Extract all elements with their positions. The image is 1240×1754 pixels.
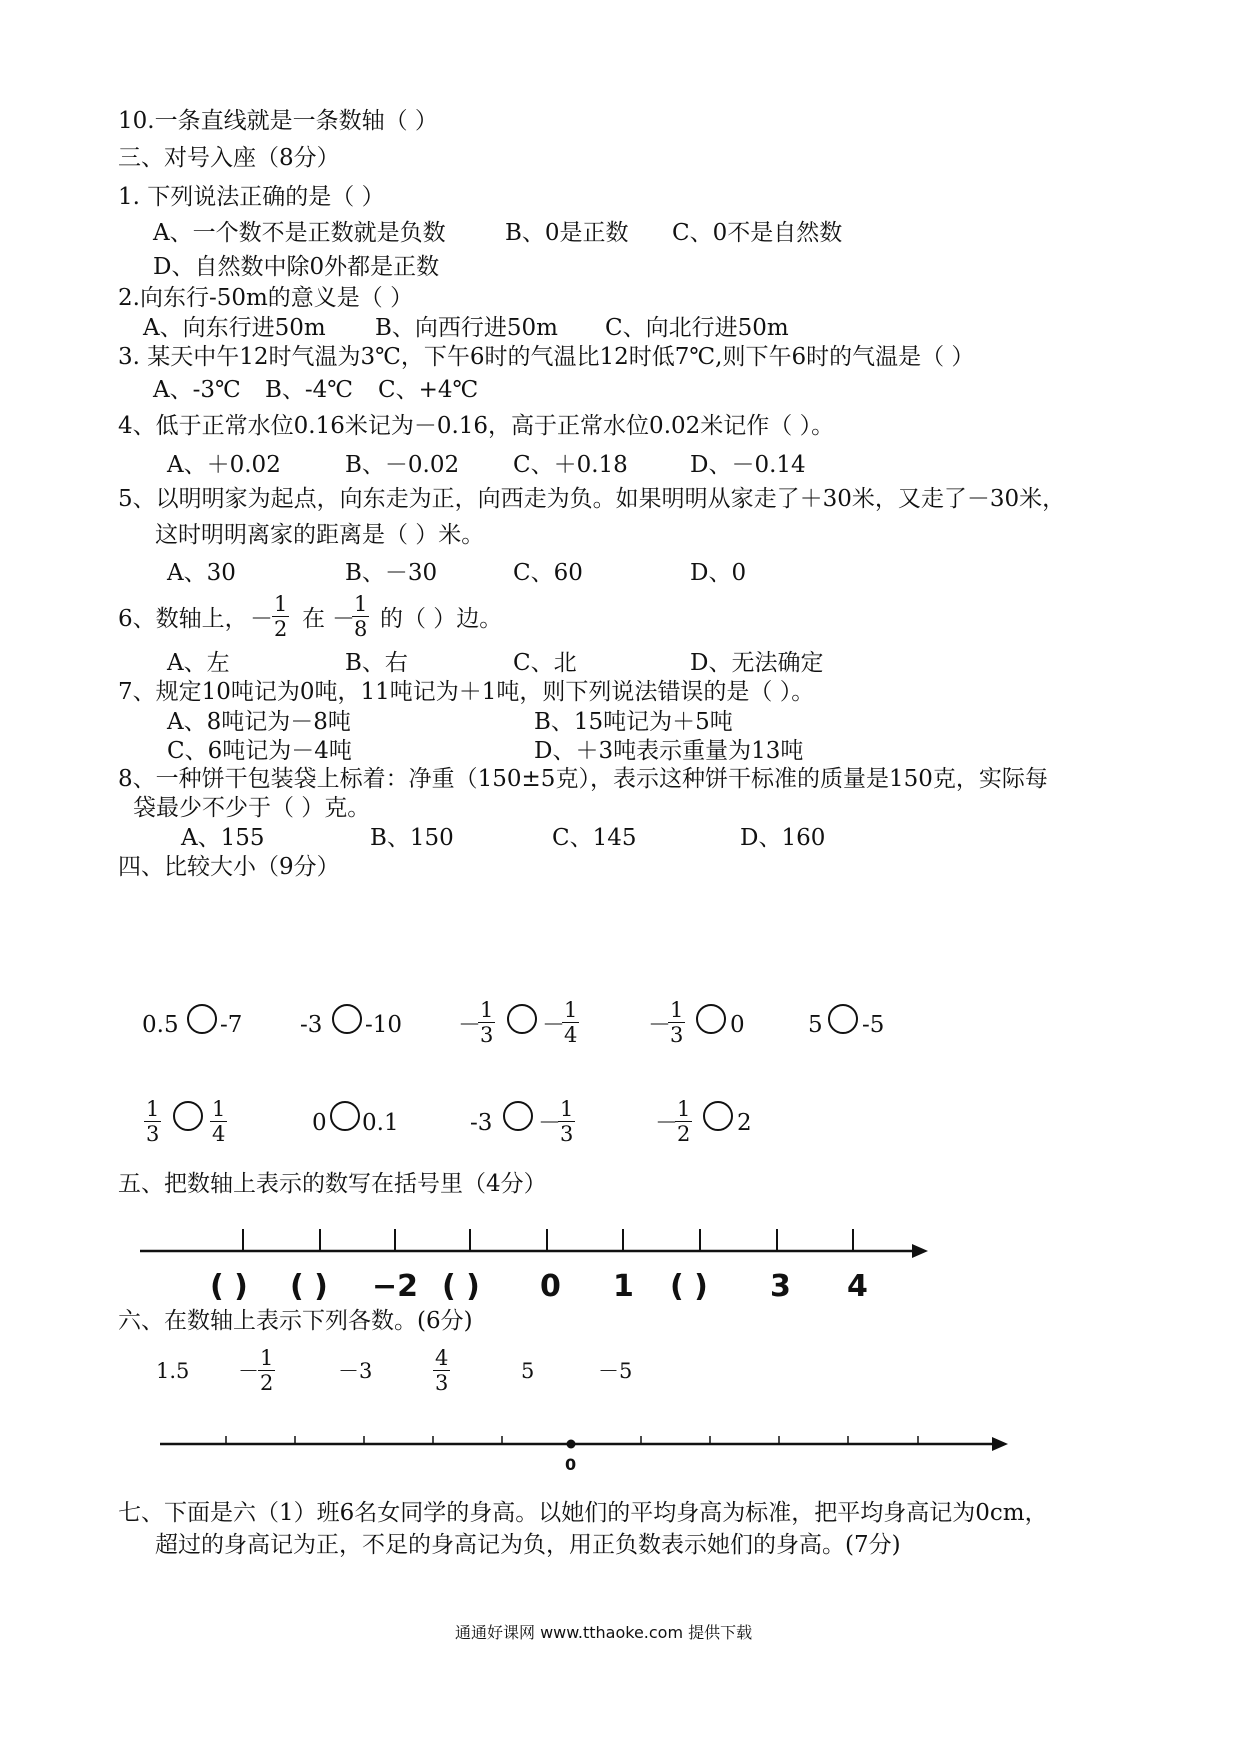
fraction-denominator: 4 (564, 1023, 578, 1047)
q1-option-c: C、0不是自然数 (672, 220, 843, 246)
fraction-denominator: 2 (274, 617, 288, 641)
q5-option-d: D、0 (690, 560, 747, 586)
q6-option-c: C、北 (513, 650, 577, 676)
q5-option-c: C、60 (513, 560, 583, 586)
cmp-r2-p4-lsign: － (655, 1110, 678, 1136)
number-neg-5: －5 (598, 1359, 633, 1383)
q3-stem: 3. 某天中午12时气温为3℃，下午6时的气温比12时低7℃,则下午6时的气温是（ ） (118, 344, 975, 370)
q8-option-c: C、145 (552, 825, 637, 851)
cmp-r1-p2-left: -3 (300, 1012, 323, 1038)
q7-option-a: A、8吨记为－8吨 (167, 709, 351, 735)
section-4-title: 四、比较大小（9分） (118, 854, 340, 880)
fraction-numerator: 4 (435, 1346, 449, 1370)
cmp-r1-p5-left: 5 (808, 1012, 823, 1038)
cmp-r1-p2-right: -10 (365, 1012, 403, 1038)
q7-option-d: D、＋3吨表示重量为13吨 (534, 738, 804, 764)
q4-stem: 4、低于正常水位0.16米记为－0.16，高于正常水位0.02米记作（ ）。 (118, 413, 835, 439)
cmp-r1-p3-lsign: － (458, 1012, 481, 1038)
number-neg-half-sign: － (238, 1359, 259, 1383)
fraction-denominator: 2 (260, 1371, 274, 1395)
fraction-denominator: 4 (212, 1122, 226, 1146)
q5-stem-line2: 这时明明离家的距离是（ ）米。 (155, 522, 485, 548)
q8-option-d: D、160 (740, 825, 826, 851)
axis-label: 1 (613, 1269, 634, 1304)
q6-suffix: 的（ ）边。 (380, 606, 503, 632)
fraction-denominator: 3 (560, 1122, 574, 1146)
cmp-r2-p3-left: -3 (470, 1110, 493, 1136)
cmp-r2-p3-rsign: － (538, 1110, 561, 1136)
axis-label: 0 (540, 1269, 561, 1304)
q2-option-a: A、向东行进50m (143, 315, 326, 341)
q7-option-b: B、15吨记为＋5吨 (534, 709, 733, 735)
fraction-denominator: 3 (146, 1122, 160, 1146)
q3-option-a: A、-3℃ (153, 377, 241, 403)
axis-label: −2 (372, 1269, 419, 1304)
q4-option-d: D、－0.14 (690, 452, 806, 478)
q1-option-b: B、0是正数 (505, 220, 629, 246)
section-5-title: 五、把数轴上表示的数写在括号里（4分） (118, 1171, 547, 1197)
q7-option-c: C、6吨记为－4吨 (167, 738, 352, 764)
axis-label: ( ) (442, 1269, 480, 1304)
q8-stem-line2: 袋最少不少于（ ）克。 (133, 795, 371, 821)
fraction-numerator: 1 (274, 592, 288, 616)
cmp-r2-p2-left: 0 (312, 1110, 327, 1136)
q1-stem: 1. 下列说法正确的是（ ） (118, 184, 385, 210)
q6-option-b: B、右 (345, 650, 408, 676)
q2-stem: 2.向东行-50m的意义是（ ） (118, 285, 414, 311)
number-1-5: 1.5 (156, 1359, 190, 1383)
cmp-r1-p4-right: 0 (730, 1012, 745, 1038)
fraction-numerator: 1 (146, 1097, 160, 1121)
origin-label: 0 (565, 1455, 577, 1474)
q6-frac1-sign: － (250, 606, 273, 632)
q5-option-b: B、－30 (345, 560, 438, 586)
q4-option-a: A、＋0.02 (167, 452, 281, 478)
fraction-denominator: 3 (435, 1371, 449, 1395)
fraction-numerator: 1 (480, 998, 494, 1022)
q6-option-a: A、左 (167, 650, 230, 676)
q1-option-a: A、一个数不是正数就是负数 (153, 220, 446, 246)
fraction-denominator: 2 (677, 1122, 691, 1146)
fraction-denominator: 3 (670, 1023, 684, 1047)
cmp-r1-p3-rsign: － (542, 1012, 565, 1038)
fraction-numerator: 1 (354, 592, 368, 616)
section-7-line1: 七、下面是六（1）班6名女同学的身高。以她们的平均身高为标准，把平均身高记为0cm， (118, 1500, 1048, 1526)
q4-option-b: B、－0.02 (345, 452, 460, 478)
q4-option-c: C、＋0.18 (513, 452, 628, 478)
q2-option-b: B、向西行进50m (375, 315, 558, 341)
q8-option-b: B、150 (370, 825, 454, 851)
q1-option-d: D、自然数中除0外都是正数 (153, 254, 440, 280)
section-6-title: 六、在数轴上表示下列各数。(6分) (118, 1308, 473, 1334)
fraction-numerator: 1 (212, 1097, 226, 1121)
footer-credit: 通通好课网 www.tthaoke.com 提供下载 (455, 1623, 753, 1642)
axis-label: 4 (847, 1269, 868, 1304)
q8-stem-line1: 8、一种饼干包装袋上标着：净重（150±5克），表示这种饼干标准的质量是150克，实际每 (118, 766, 1048, 792)
fraction-denominator: 8 (354, 617, 368, 641)
question-10: 10.一条直线就是一条数轴（ ） (118, 108, 438, 134)
q2-option-c: C、向北行进50m (605, 315, 789, 341)
q3-option-b: B、-4℃ (265, 377, 354, 403)
q7-stem: 7、规定10吨记为0吨，11吨记为＋1吨，则下列说法错误的是（ ）。 (118, 679, 815, 705)
cmp-r1-p1-left: 0.5 (142, 1012, 179, 1038)
cmp-r1-p5-right: -5 (862, 1012, 885, 1038)
number-neg-3: －3 (338, 1359, 373, 1383)
fraction-denominator: 3 (480, 1023, 494, 1047)
q6-option-d: D、无法确定 (690, 650, 824, 676)
cmp-r2-p4-right: 2 (737, 1110, 752, 1136)
q6-frac2-sign: － (332, 606, 355, 632)
q6-prefix: 6、数轴上， (118, 606, 248, 632)
fraction-numerator: 1 (564, 998, 578, 1022)
axis-label: 3 (770, 1269, 791, 1304)
axis-label: ( ) (290, 1269, 328, 1304)
cmp-r1-p4-lsign: － (648, 1012, 671, 1038)
section-3-title: 三、对号入座（8分） (118, 145, 340, 171)
cmp-r1-p1-right: -7 (220, 1012, 243, 1038)
fraction-numerator: 1 (677, 1097, 691, 1121)
number-5: 5 (521, 1359, 535, 1383)
axis-label: ( ) (670, 1269, 708, 1304)
q6-mid: 在 (302, 606, 325, 632)
fraction-numerator: 1 (670, 998, 684, 1022)
q5-option-a: A、30 (167, 560, 236, 586)
fraction-numerator: 1 (560, 1097, 574, 1121)
axis-label: ( ) (210, 1269, 248, 1304)
q8-option-a: A、155 (181, 825, 265, 851)
section-7-line2: 超过的身高记为正，不足的身高记为负，用正负数表示她们的身高。(7分) (155, 1532, 901, 1558)
q5-stem-line1: 5、以明明家为起点，向东走为正，向西走为负。如果明明从家走了＋30米，又走了－30米， (118, 486, 1066, 512)
cmp-r2-p2-right: 0.1 (362, 1110, 399, 1136)
q3-option-c: C、+4℃ (378, 377, 479, 403)
fraction-numerator: 1 (260, 1346, 274, 1370)
